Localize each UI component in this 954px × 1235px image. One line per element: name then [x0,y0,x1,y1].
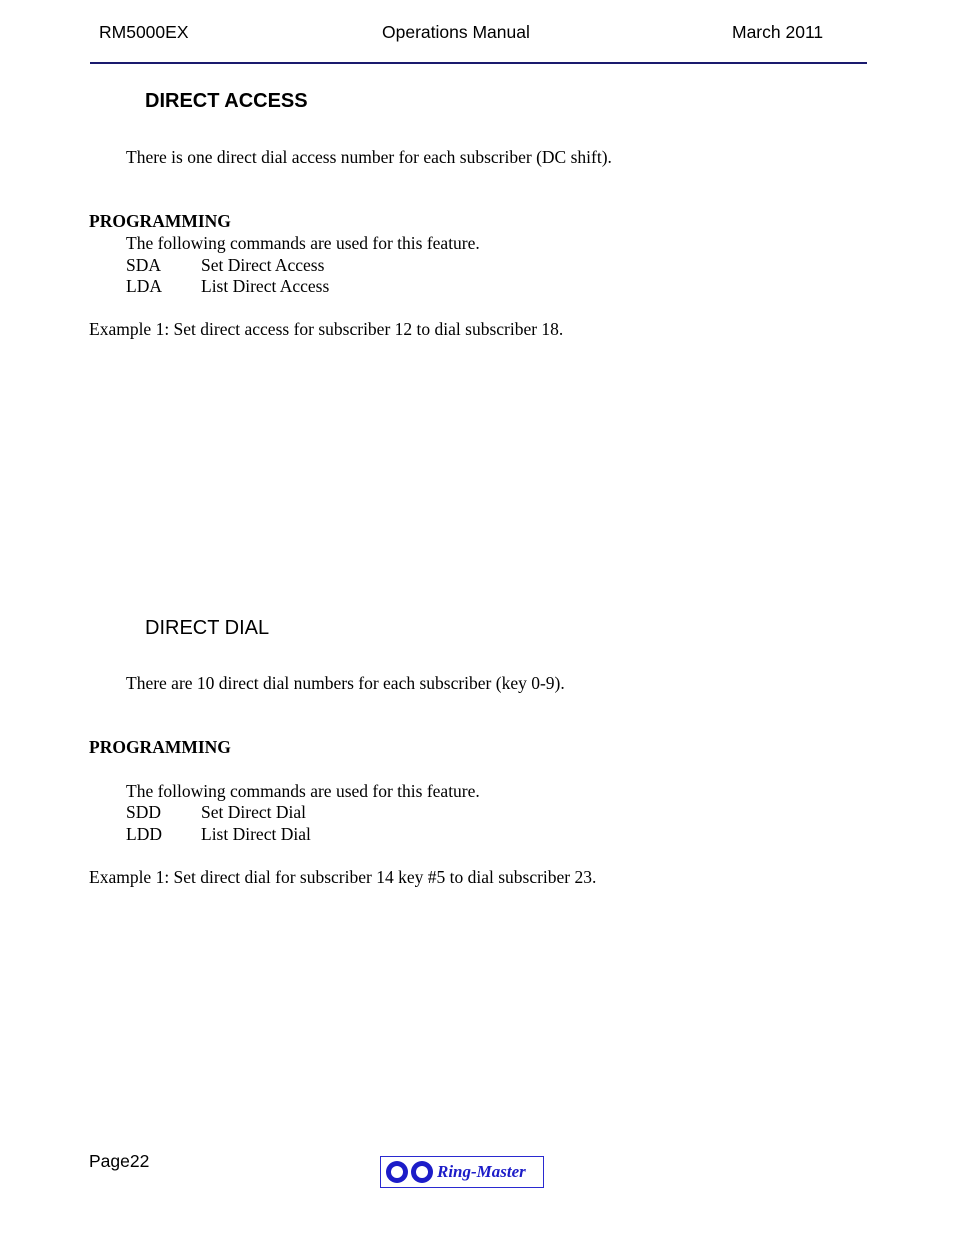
command-row [126,276,329,297]
commands-intro: The following commands are used for this feature. [126,781,480,801]
section-intro: There are 10 direct dial numbers for each subscriber (key 0-9). [126,673,565,693]
command-desc: Set Direct Access [201,255,325,275]
page-number: Page22 [89,1151,150,1171]
header-rule [90,62,867,64]
command-row [126,255,324,276]
programming-label: PROGRAMMING [89,211,231,231]
command-code: SDA [126,255,162,275]
header-title: Operations Manual [382,22,530,42]
section-heading-direct-access: DIRECT ACCESS [145,90,308,112]
commands-intro: The following commands are used for this feature. [126,233,480,253]
command-desc: Set Direct Dial [201,802,306,822]
command-code: LDA [126,276,162,296]
programming-label: PROGRAMMING [89,737,231,757]
command-row [126,824,311,845]
command-code: SDD [126,802,162,822]
logo-ring-icon [411,1161,433,1183]
command-desc: List Direct Dial [201,824,311,844]
logo-ring-icon [386,1161,408,1183]
command-row [126,802,306,823]
command-code: LDD [126,824,162,844]
header-product: RM5000EX [99,22,189,42]
example-text: Example 1: Set direct access for subscriber 12 to dial subscriber 18. [89,319,564,339]
header-date: March 2011 [732,22,824,42]
logo-text: Ring-Master [437,1162,526,1181]
command-desc: List Direct Access [201,276,330,296]
section-intro: There is one direct dial access number for each subscriber (DC shift). [126,147,612,167]
ring-master-logo [380,1156,544,1188]
section-heading-direct-dial: DIRECT DIAL [145,617,270,639]
example-text: Example 1: Set direct dial for subscriber 14 key #5 to dial subscriber 23. [89,867,597,887]
